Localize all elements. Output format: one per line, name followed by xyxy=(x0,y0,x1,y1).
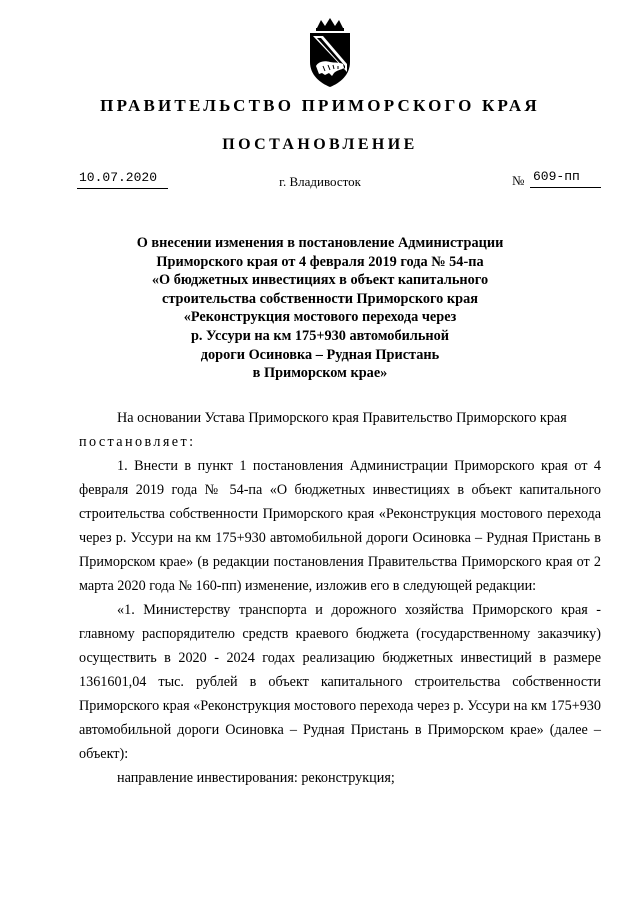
subject-line: строительства собственности Приморского края xyxy=(162,290,478,307)
document-number: 609-пп xyxy=(533,169,580,184)
subject-line: «Реконструкция мостового перехода через xyxy=(183,309,457,326)
resolves-text: постановляет: xyxy=(79,434,196,450)
subject-line: р. Уссури на км 175+930 автомобильной xyxy=(190,327,450,344)
subject-line: Приморского края от 4 февраля 2019 года № 54-па xyxy=(156,253,484,270)
document-body xyxy=(79,406,601,790)
number-label: № xyxy=(512,173,525,188)
body-paragraph: «1. Министерству транспорта и дорожного хозяйства Приморского края - главному распорядителю средств краевого бюджета (государственному заказчику) осуществить в 2020 - 2024 годах реализацию бюджетных инвестиций в размере 1361601,04 тыс. рублей в объект капитального строительства собственности Приморского края «Реконструкция мостового перехода через р. Уссури на км 175+930 автомобильной дороги Осиновка – Рудная Пристань в Приморском крае» (далее – объект): xyxy=(79,602,601,762)
subject-line: дороги Осиновка – Рудная Пристань xyxy=(200,346,440,363)
number-underline xyxy=(530,187,601,188)
body-paragraph: направление инвестирования: реконструкция; xyxy=(117,770,395,786)
document-subject xyxy=(60,234,580,383)
body-paragraph: 1. Внести в пункт 1 постановления Администрации Приморского края от 4 февраля 2019 года № 54-па «О бюджетных инвестициях в объект капитального строительства собственности Приморского края «Реконструкция мостового перехода через р. Уссури на км 175+930 автомобильной дороги Осиновка – Рудная Пристань в Приморском крае» (в редакции постановления Правительства Приморского края от 2 марта 2020 года № 160-пп) изменение, изложив его в следующей редакции: xyxy=(79,458,601,594)
subject-line: «О бюджетных инвестициях в объект капитального xyxy=(151,272,489,289)
coat-of-arms-icon xyxy=(301,18,359,88)
document-city: г. Владивосток xyxy=(279,174,361,189)
subject-line: в Приморском крае» xyxy=(252,365,388,382)
subject-line: О внесении изменения в постановление Администрации xyxy=(136,235,504,251)
document-type: ПОСТАНОВЛЕНИЕ xyxy=(222,136,418,153)
preamble-paragraph: На основании Устава Приморского края Правительство Приморского края xyxy=(117,410,567,426)
document-date: 10.07.2020 xyxy=(79,170,158,185)
resolves-line xyxy=(79,430,601,454)
government-title: ПРАВИТЕЛЬСТВО ПРИМОРСКОГО КРАЯ xyxy=(100,96,540,115)
